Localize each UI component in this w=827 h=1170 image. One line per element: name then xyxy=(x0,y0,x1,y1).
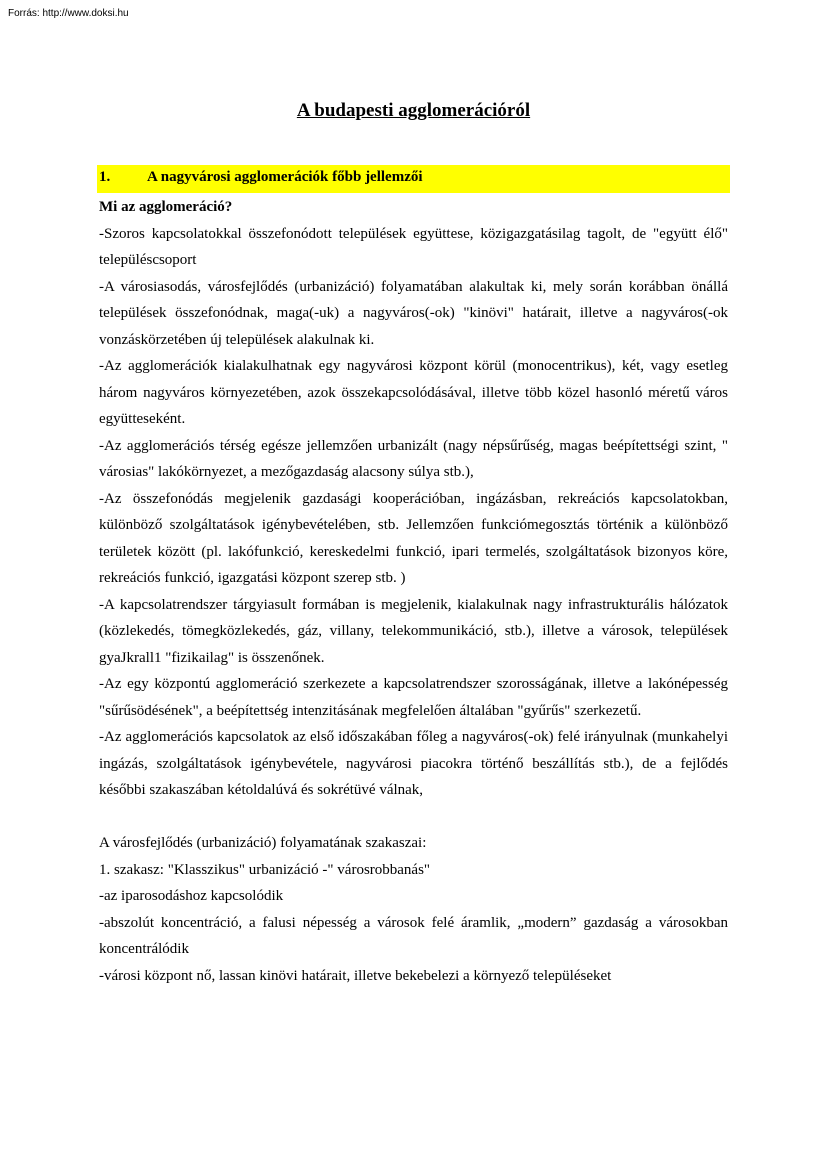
stage-item: -városi központ nő, lassan kinövi határait, illetve bekebelezi a környező településeket xyxy=(99,967,612,984)
document-body xyxy=(99,194,728,989)
paragraph: -Az agglomerációs kapcsolatok az első időszakában főleg a nagyváros(-ok) felé irányulnak (munkahelyi ingázás, szolgáltatások igénybevétele, nagyvárosi piacokra történő beszállítás stb.), de a fejlődés későbbi szakaszában kétoldalúvá és sokrétüvé válnak, xyxy=(99,729,728,798)
source-label: Forrás: http://www.doksi.hu xyxy=(8,8,129,19)
stages-intro: A városfejlődés (urbanizáció) folyamatának szakaszai: xyxy=(99,835,427,851)
question-heading: Mi az agglomeráció? xyxy=(99,199,233,215)
paragraph: -Az agglomerációs térség egésze jellemzően urbanizált (nagy népsűrűség, magas beépítettségi szint, " városias" lakókörnyezet, a mezőgazdaság alacsony súlya stb.), xyxy=(99,437,728,480)
paragraph: -Az egy központú agglomeráció szerkezete a kapcsolatrendszer szorosságának, illetve a lakónépesség "sűrűsödésének", a beépítettség intenzitásának megfelelően általában "gyűrűs" szerkezetű. xyxy=(99,676,728,719)
paragraph: -Szoros kapcsolatokkal összefonódott települések együttese, közigazgatásilag tagolt, de "együtt élő" településcsoport xyxy=(99,225,728,268)
section-heading-text: A nagyvárosi agglomerációk főbb jellemzői xyxy=(147,169,423,185)
stage-item: -abszolút koncentráció, a falusi népesség a városok felé áramlik, „modern” gazdaság a városokban koncentrálódik xyxy=(99,914,728,957)
stage-title: 1. szakasz: "Klasszikus" urbanizáció -" városrobbanás" xyxy=(99,861,431,878)
paragraph: -Az összefonódás megjelenik gazdasági kooperációban, ingázásban, rekreációs kapcsolatokban, különböző szolgáltatások igénybevételében, stb. Jellemzően funkciómegosztás történik a különböző területek között (pl. lakófunkció, kereskedelmi funkció, ipari termelés, szolgáltatások bizonyos köre, rekreációs funkció, igazgatási központ szerep stb. ) xyxy=(99,490,728,586)
blank-line xyxy=(99,804,728,831)
section-number: 1. xyxy=(99,169,111,185)
section-heading xyxy=(97,165,730,193)
paragraph: -Az agglomerációk kialakulhatnak egy nagyvárosi központ körül (monocentrikus), két, vagy esetleg három nagyváros környezetében, azok összekapcsolódásával, illetve több közel hasonló méretű város együtteseként. xyxy=(99,358,728,427)
stage-item: -az iparosodáshoz kapcsolódik xyxy=(99,888,284,904)
document-title: A budapesti agglomerációról xyxy=(296,100,531,121)
paragraph: -A városiasodás, városfejlődés (urbanizáció) folyamatában alakultak ki, mely során korábban önállá települések összefonódnak, maga(-uk) a nagyváros(-ok) "kinövi" határait, illetve a nagyváros(-ok vonzáskörzetében új települések alakulnak ki. xyxy=(99,278,728,348)
paragraph: -A kapcsolatrendszer tárgyiasult formában is megjelenik, kialakulnak nagy infrastrukturális hálózatok (közlekedés, tömegközlekedés, gáz, villany, telekommunikáció, stb.), illetve a városok, települések gyaJkrall1 "fizikailag" is összenőnek. xyxy=(99,596,728,666)
